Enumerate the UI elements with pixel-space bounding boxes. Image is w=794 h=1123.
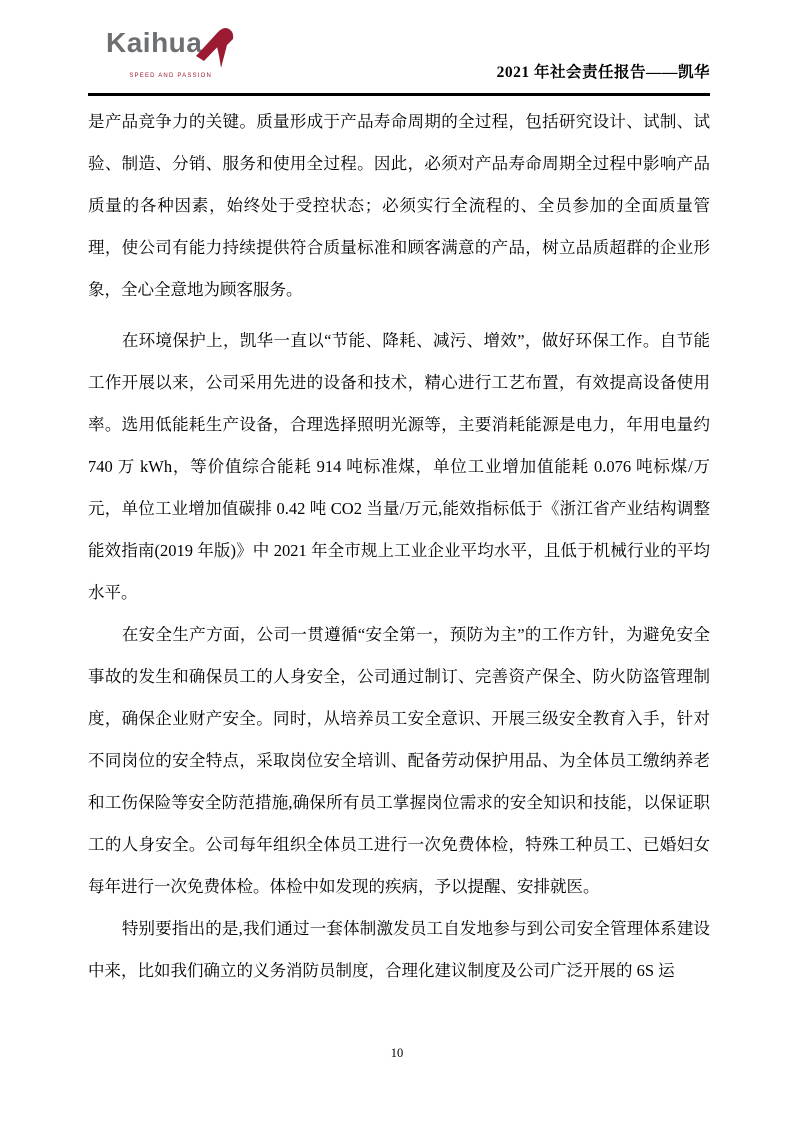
logo-brand-text: Kaihua (106, 27, 203, 58)
report-title: 2021 年社会责任报告——凯华 (496, 64, 710, 81)
document-body (88, 101, 710, 992)
body-paragraph-quality: 是产品竞争力的关键。质量形成于产品寿命周期的全过程，包括研究设计、试制、试验、制造、分销、服务和使用全过程。因此，必须对产品寿命周期全过程中影响产品质量的各种因素，始终处于受控状态；必须实行全流程的、全员参加的全面质量管理，使公司有能力持续提供符合质量标准和顾客满意的产品，树立品质超群的企业形象，全心全意地为顾客服务。 (88, 112, 710, 299)
page-number: 10 (390, 1046, 404, 1060)
body-paragraph-environment: 在环境保护上，凯华一直以“节能、降耗、减污、增效”，做好环保工作。自节能工作开展以来，公司采用先进的设备和技术，精心进行工艺布置，有效提高设备使用率。选用低能耗生产设备，合理选择照明光源等，主要消耗能源是电力，年用电量约 740 万 kWh，等价值综合能耗 914 吨标准煤，单位工业增加值能耗 0.076 吨标煤/万元，单位工业增加值碳排 0.42 吨 CO2 当量/万元,能效指标低于《浙江省产业结构调整能效指南(2019 年版)》中 2021 年全市规上工业企业平均水平，且低于机械行业的平均水平。 (88, 331, 710, 602)
body-paragraph-safety: 在安全生产方面，公司一贯遵循“安全第一，预防为主”的工作方针，为避免安全事故的发生和确保员工的人身安全，公司通过制订、完善资产保全、防火防盗管理制度，确保企业财产安全。同时，从培养员工安全意识、开展三级安全教育入手，针对不同岗位的安全特点，采取岗位安全培训、配备劳动保护用品、为全体员工缴纳养老和工伤保险等安全防范措施,确保所有员工掌握岗位需求的安全知识和技能，以保证职工的人身安全。公司每年组织全体员工进行一次免费体检，特殊工种员工、已婚妇女每年进行一次免费体检。体检中如发现的疾病，予以提醒、安排就医。 (88, 625, 710, 896)
logo-tagline: SPEED AND PASSION (129, 73, 212, 79)
body-paragraph-mechanism: 特别要指出的是,我们通过一套体制激发员工自发地参与到公司安全管理体系建设中来，比如我们确立的义务消防员制度，合理化建议制度及公司广泛开展的 6S 运 (88, 919, 710, 980)
header-rule (88, 93, 710, 96)
